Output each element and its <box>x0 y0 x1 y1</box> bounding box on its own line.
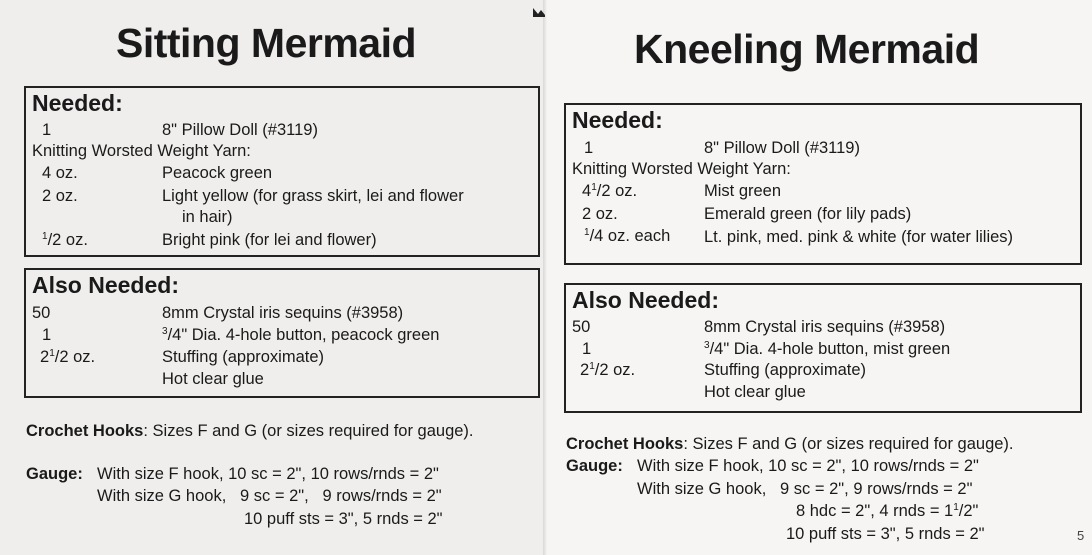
left-gauge-line-2: With size G hook, 9 sc = 2", 9 rows/rnds = 2" <box>97 487 442 505</box>
corner-mark-icon <box>532 5 546 19</box>
left-needed-box <box>24 86 540 257</box>
left-also-a2-desc: $^3$/4" Dia. 4-hole button, peacock green <box>162 326 440 344</box>
left-also-a4-desc: Hot clear glue <box>162 370 264 388</box>
page-number: 5 <box>1077 528 1085 543</box>
left-needed-heading: Needed: <box>32 90 123 116</box>
left-yarn1-desc: Peacock green <box>162 164 273 182</box>
left-gauge-line-1: With size F hook, 10 sc = 2", 10 rows/rnds = 2" <box>97 465 439 483</box>
right-title: Kneeling Mermaid <box>634 26 980 72</box>
left-yarn-label: Knitting Worsted Weight Yarn: <box>32 142 251 160</box>
right-gauge-line-1: With size F hook, 10 sc = 2", 10 rows/rnds = 2" <box>637 457 979 475</box>
right-also-heading: Also Needed: <box>572 287 719 313</box>
left-yarn3-qty: $^1$/2 oz. <box>42 231 88 249</box>
left-also-a3-qty: $2^1/2$ oz. <box>40 348 96 366</box>
left-also-needed-box <box>24 268 540 398</box>
right-also-a4-desc: Hot clear glue <box>704 383 806 401</box>
right-gauge-label: Gauge: <box>566 457 623 475</box>
right-yarn3-qty: $^1$/4 oz. each <box>584 227 671 245</box>
page-spine <box>543 0 547 555</box>
right-yarn3-desc: Lt. pink, med. pink & white (for water lilies) <box>704 228 1014 246</box>
right-yarn1-desc: Mist green <box>704 182 782 200</box>
left-also-a1-desc: 8mm Crystal iris sequins (#3958) <box>162 304 404 322</box>
right-also-a1-qty: 50 <box>572 318 591 336</box>
right-yarn1-qty: $4^1/2$ oz. <box>582 182 638 200</box>
left-gauge-label: Gauge: <box>26 465 83 483</box>
left-also-a3-desc: Stuffing (approximate) <box>162 348 325 366</box>
right-yarn2-qty: 2 oz. <box>582 205 618 223</box>
left-yarn1-qty: 4 oz. <box>42 164 78 182</box>
right-also-needed-box <box>564 283 1082 413</box>
right-also-a3-qty: $2^1/2$ oz. <box>580 361 636 379</box>
left-gauge-line-3: 10 puff sts = 3", 5 rnds = 2" <box>244 510 443 528</box>
right-needed-heading: Needed: <box>572 107 663 133</box>
right-also-a1-desc: 8mm Crystal iris sequins (#3958) <box>704 318 946 336</box>
left-needed-item1-qty: 1 <box>42 121 52 139</box>
left-title: Sitting Mermaid <box>116 20 417 66</box>
right-needed-box <box>564 103 1082 265</box>
right-gauge-line-4: 10 puff sts = 3", 5 rnds = 2" <box>786 525 985 543</box>
right-hooks-line: Crochet Hooks: Sizes F and G (or sizes required for gauge). <box>566 435 1014 453</box>
left-hooks-line: Crochet Hooks: Sizes F and G (or sizes required for gauge). <box>26 422 474 440</box>
right-needed-item1-desc: 8" Pillow Doll (#3119) <box>704 139 860 157</box>
right-gauge-line-3: 8 hdc = 2", 4 rnds = $1^1/2$" <box>796 502 979 520</box>
left-also-a1-qty: 50 <box>32 304 51 322</box>
left-also-a2-qty: 1 <box>42 326 52 344</box>
right-yarn-label: Knitting Worsted Weight Yarn: <box>572 160 791 178</box>
right-yarn2-desc: Emerald green (for lily pads) <box>704 205 912 223</box>
left-also-heading: Also Needed: <box>32 272 179 298</box>
left-yarn2-desc-cont: in hair) <box>182 208 233 226</box>
left-yarn2-qty: 2 oz. <box>42 187 78 205</box>
left-yarn2-desc: Light yellow (for grass skirt, lei and flower <box>162 187 464 205</box>
right-also-a3-desc: Stuffing (approximate) <box>704 361 867 379</box>
left-needed-item1-desc: 8" Pillow Doll (#3119) <box>162 121 318 139</box>
right-gauge-line-2: With size G hook, 9 sc = 2", 9 rows/rnds = 2" <box>637 480 973 498</box>
right-also-a2-qty: 1 <box>582 340 592 358</box>
right-also-a2-desc: $^3$/4" Dia. 4-hole button, mist green <box>704 340 951 358</box>
right-needed-item1-qty: 1 <box>584 139 594 157</box>
left-yarn3-desc: Bright pink (for lei and flower) <box>162 231 377 249</box>
